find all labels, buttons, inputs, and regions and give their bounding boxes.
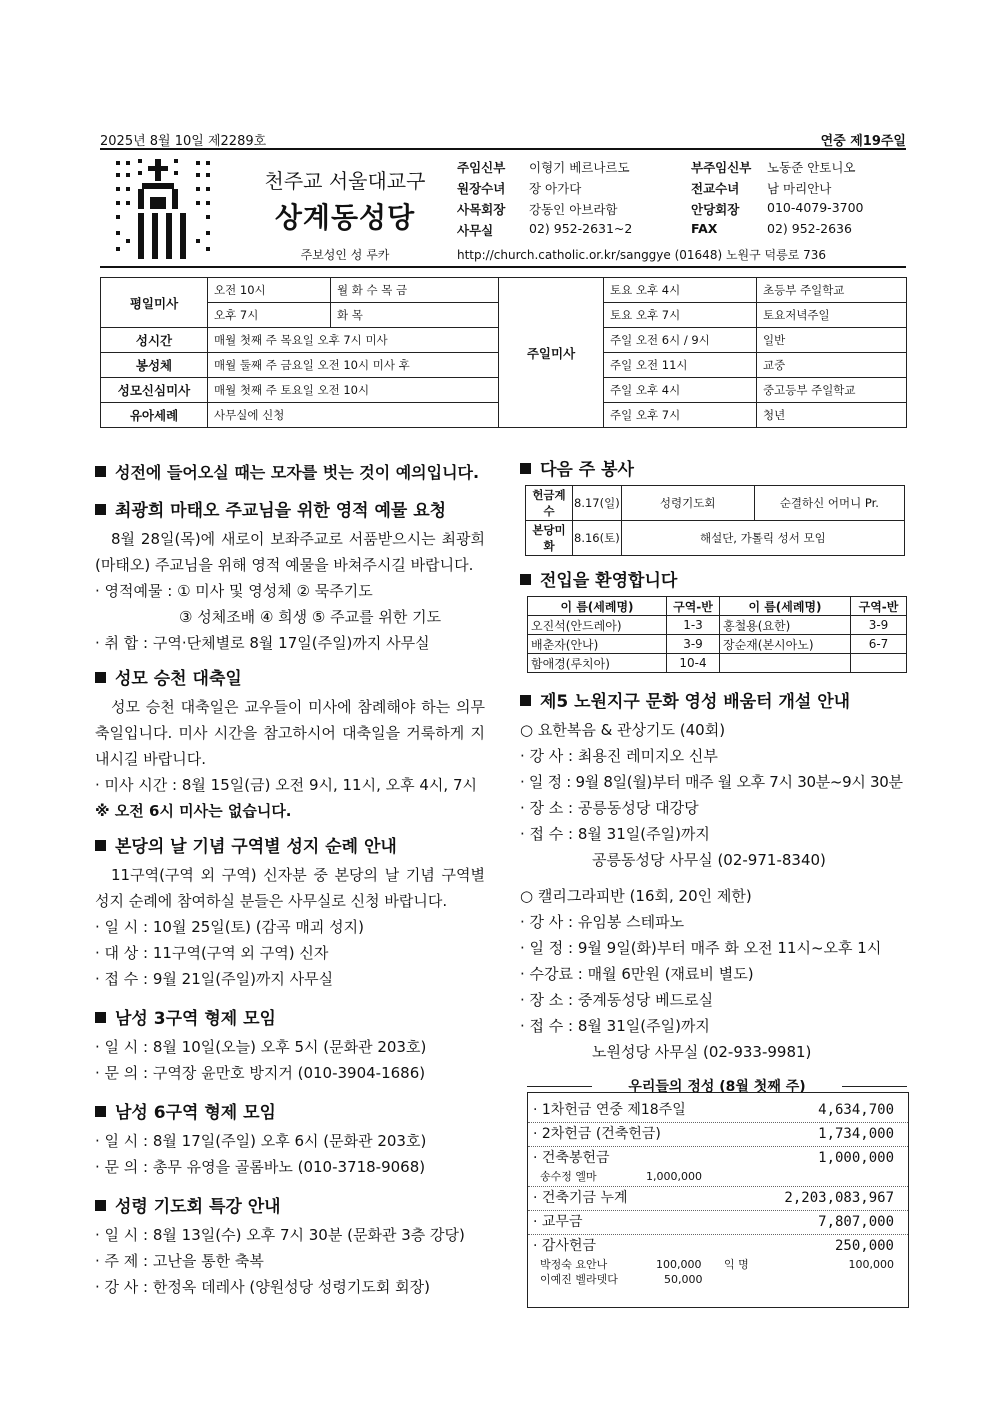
section-title: 남성 6구역 형제 모임 [95,1098,485,1128]
staff-key: 사목회장 [457,202,506,217]
bullet: 공릉동성당 사무실 (02-971-8340) [592,851,826,869]
staff-key: 부주임신부 [691,160,752,175]
section-title: 제5 노원지구 문화 영성 배움터 개설 안내 [520,687,910,717]
bullet: · 장 소 : 중계동성당 베드로실 [520,991,714,1009]
course-title: ○ 요한복음 & 관상기도 (40회) [520,721,726,739]
sunday-time: 토요 오후 4시 [604,278,757,303]
church-logo-icon [108,153,218,263]
donor-line: 박정숙 요안나 100,000 익 명 100,000 [540,1258,894,1271]
bullet: · 강 사 : 최용진 레미지오 신부 [520,747,718,765]
service-cell: 헌금계수 [526,486,573,521]
bullet: · 일 정 : 9월 9일(화)부터 매주 화 오전 11시~오후 1시 [520,939,882,957]
welcome-header: 구역-반 [851,597,907,616]
note: ※ 오전 6시 미사는 없습니다. [95,802,292,820]
bullet: · 취 합 : 구역·단체별로 8월 17일(주일)까지 사무실 [95,634,430,652]
bullet: · 일 시 : 8월 13일(수) 오후 7시 30분 (문화관 3층 강당) [95,1226,465,1244]
service-cell: 성령기도회 [621,486,754,521]
bullet: · 문 의 : 구역장 윤만호 방지거 (010-3904-1686) [95,1064,426,1082]
bullet: · 접 수 : 8월 31일(주일)까지 [520,825,710,843]
welcome-cell: 장순재(본시아노) [720,635,851,654]
welcome-cell: 오진석(안드레아) [528,616,667,635]
church-title-block [255,165,435,263]
staff-value: 장 아가다 [529,181,582,196]
staff-key: 사무실 [457,223,494,238]
paragraph: 11구역(구역 외 구역) 신자분 중 본당의 날 기념 구역별 성지 순례에 참여하실 분들은 사무실로 신청 바랍니다. [95,866,485,910]
service-table [525,485,905,556]
weekday-time: 오전 10시 [208,278,331,303]
bullet: · 수강료 : 매월 6만원 (재료비 별도) [520,965,754,983]
offering-line: · 1차헌금 연중 제18주일 4,634,700 [528,1099,908,1123]
welcome-cell: 배춘자(안나) [528,635,667,654]
welcome-cell: 10-4 [667,654,720,673]
hat-notice: 성전에 들어오실 때는 모자를 벗는 것이 예의입니다. [95,458,485,488]
infant-baptism-label: 유아세례 [101,403,208,428]
service-cell: 순결하신 어머니 Pr. [754,486,904,521]
staff-value: 이형기 베르나르도 [529,160,630,175]
infant-baptism-value: 사무실에 신청 [208,403,499,428]
bullet: · 일 시 : 8월 10일(오늘) 오후 5시 (문화관 203호) [95,1038,427,1056]
mass-schedule-table [100,277,907,428]
bullet: · 강 사 : 유임봉 스테파노 [520,913,685,931]
welcome-cell: 홍철용(요한) [720,616,851,635]
bullet: · 일 정 : 9월 8일(월)부터 매주 월 오후 7시 30분~9시 30분 [520,773,903,791]
bullet: · 접 수 : 8월 31일(주일)까지 [520,1017,710,1035]
offering-line: · 건축기금 누계 2,203,083,967 [528,1187,908,1211]
sunday-time: 주일 오전 11시 [604,353,757,378]
section-title: 성모 승천 대축일 [95,664,485,694]
sunday-group: 일반 [757,328,907,353]
staff-key: 전교수녀 [691,181,740,196]
welcome-cell [720,654,851,673]
donor-line: 이예진 벨라뎃다 50,000 [540,1273,703,1286]
sunday-time: 주일 오후 4시 [604,378,757,403]
sunday-group: 초등부 주일학교 [757,278,907,303]
welcome-header: 구역-반 [667,597,720,616]
sunday-time: 토요 오후 7시 [604,303,757,328]
staff-key: 원장수녀 [457,181,506,196]
welcome-cell: 3-9 [667,635,720,654]
paragraph: 8월 28일(목)에 새로이 보좌주교로 서품받으시는 최광희(마태오) 주교님을 위해 영적 예물을 바쳐주시길 바랍니다. [95,530,485,574]
section-title: 남성 3구역 형제 모임 [95,1004,485,1034]
left-column [95,458,485,1300]
sunday-group: 토요저녁주일 [757,303,907,328]
communion-visit-label: 봉성체 [101,353,208,378]
bullet: · 미사 시간 : 8월 15일(금) 오전 9시, 11시, 오후 4시, 7시 [95,776,477,794]
weekday-days: 화 목 [331,303,499,328]
staff-value: 노동준 안토니오 [767,160,856,175]
offering-box [527,1092,909,1308]
marian-mass-value: 매월 첫째 주 토요일 오전 10시 [208,378,499,403]
staff-key: FAX [691,221,718,236]
welcome-cell: 함애경(루치아) [528,654,667,673]
welcome-header: 이 름(세례명) [720,597,851,616]
service-cell: 8.17(일) [573,486,622,521]
staff-value: 강동인 아브라함 [529,202,618,217]
sunday-time: 주일 오후 7시 [604,403,757,428]
archdiocese-name: 천주교 서울대교구 [264,169,426,193]
website-address[interactable]: http://church.catholic.or.kr/sanggye (01648) 노원구 덕릉로 736 [457,248,827,262]
offering-line: · 감사헌금 250,000 [533,1238,894,1254]
welcome-header: 이 름(세례명) [528,597,667,616]
staff-value: 02) 952-2631~2 [529,221,633,236]
service-cell: 해설단, 가톨릭 성서 모임 [621,521,904,556]
marian-mass-label: 성모신심미사 [101,378,208,403]
section-title: 다음 주 봉사 [520,455,910,485]
sunday-time: 주일 오전 6시 / 9시 [604,328,757,353]
staff-value: 010-4079-3700 [767,200,864,215]
bullet: · 일 시 : 10월 25일(토) (감곡 매괴 성지) [95,918,364,936]
header-rule [100,266,906,268]
weekday-time: 오후 7시 [208,303,331,328]
offering-line: · 건축봉헌금 1,000,000 [533,1150,894,1166]
donor-line: 송수정 엘마 1,000,000 [528,1170,908,1187]
sunday-mass-label: 주일미사 [499,278,604,428]
bullet: · 장 소 : 공릉동성당 대강당 [520,799,699,817]
staff-value: 02) 952-2636 [767,221,852,236]
offering-line: · 교무금 7,807,000 [528,1211,908,1235]
offering-title: 우리들의 정성 (8월 첫째 주) [592,1076,842,1096]
welcome-cell: 6-7 [851,635,907,654]
section-title: 전입을 환영합니다 [520,566,910,596]
welcome-table [527,596,907,673]
liturgical-season: 연중 제19주일 [820,134,906,149]
bullet: · 일 시 : 8월 17일(주일) 오후 6시 (문화관 203호) [95,1132,427,1150]
bullet: 노원성당 사무실 (02-933-9981) [592,1043,812,1061]
sunday-group: 교중 [757,353,907,378]
weekday-days: 월 화 수 목 금 [331,278,499,303]
staff-key: 주임신부 [457,160,506,175]
staff-key: 안당회장 [691,202,740,217]
welcome-cell [851,654,907,673]
parish-name: 상계동성당 [274,201,416,234]
bullet: ③ 성체조배 ④ 희생 ⑤ 주교를 위한 기도 [179,608,442,626]
paragraph: 성모 승천 대축일은 교우들이 미사에 참례해야 하는 의무축일입니다. 미사 시간을 참고하시어 대축일을 거룩하게 지내시길 바랍니다. [95,698,485,768]
communion-visit-value: 매월 둘째 주 금요일 오전 10시 미사 후 [208,353,499,378]
welcome-cell: 1-3 [667,616,720,635]
sunday-group: 청년 [757,403,907,428]
sunday-group: 중고등부 주일학교 [757,378,907,403]
service-cell: 8.16(토) [573,521,622,556]
staff-info [457,158,907,262]
section-title: 최광희 마태오 주교님을 위한 영적 예물 요청 [95,496,485,526]
holy-hour-label: 성시간 [101,328,208,353]
weekday-mass-label: 평일미사 [101,278,208,328]
staff-value: 남 마리안나 [767,181,832,196]
bullet: · 영적예물 : ① 미사 및 영성체 ② 묵주기도 [95,582,373,600]
bullet: · 강 사 : 한정옥 데레사 (양원성당 성령기도회 회장) [95,1278,430,1296]
course-title: ○ 캘리그라피반 (16회, 20인 제한) [520,887,752,905]
welcome-cell: 3-9 [851,616,907,635]
bullet: · 주 제 : 고난을 통한 축복 [95,1252,264,1270]
top-rule [100,148,906,150]
bullet: · 문 의 : 총무 유영을 골롬바노 (010-3718-9068) [95,1158,426,1176]
issue-date: 2025년 8월 10일 제2289호 [100,134,267,149]
holy-hour-value: 매월 첫째 주 목요일 오후 7시 미사 [208,328,499,353]
bullet: · 접 수 : 9월 21일(주일)까지 사무실 [95,970,334,988]
service-cell: 본당미화 [526,521,573,556]
right-column [520,455,910,1065]
issue-line [100,130,906,149]
offering-line: · 2차헌금 (건축헌금) 1,734,000 [528,1123,908,1147]
section-title: 성령 기도회 특강 안내 [95,1192,485,1222]
section-title: 본당의 날 기념 구역별 성지 순례 안내 [95,832,485,862]
bullet: · 대 상 : 11구역(구역 외 구역) 신자 [95,944,329,962]
patron-saint: 주보성인 성 루카 [300,248,390,262]
